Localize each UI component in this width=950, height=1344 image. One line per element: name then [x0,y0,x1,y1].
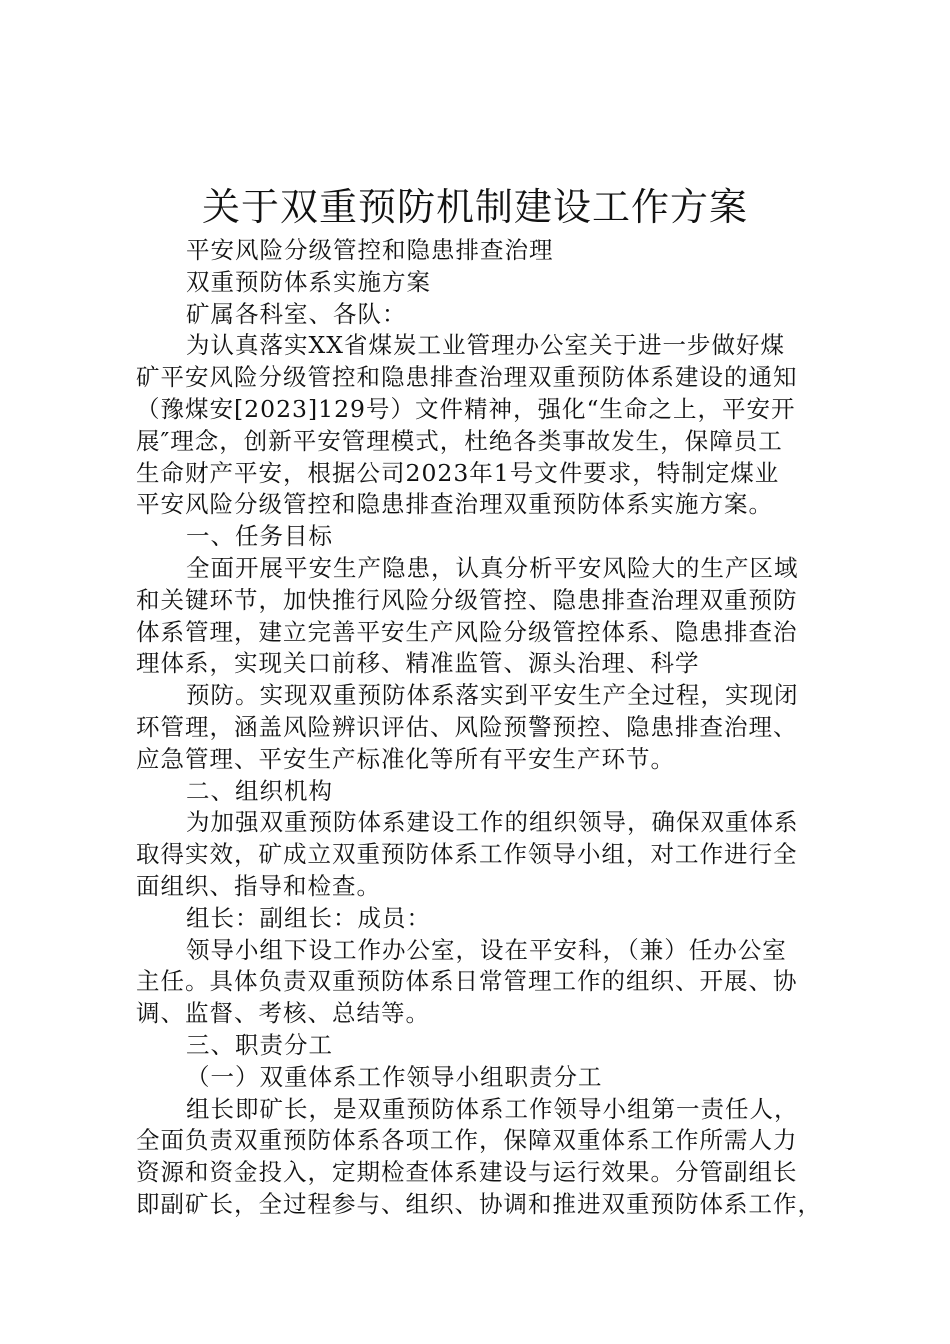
text-line: 双重预防体系实施方案 [186,267,431,296]
text-line: 资源和资金投入，定期检查体系建设与运行效果。分管副组长 [136,1158,798,1187]
text-line: 组长：副组长：成员： [186,903,431,932]
text-line: 理体系，实现关口前移、精准监管、源头治理、科学 [136,649,700,678]
text-line: 领导小组下设工作办公室，设在平安科，（兼）任办公室 [186,935,787,964]
text-line: 主任。具体负责双重预防体系日常管理工作的组织、开展、协 [136,967,798,996]
text-line: 为认真落实XX省煤炭工业管理办公室关于进一步做好煤 [186,331,785,360]
text-line: 即副矿长，全过程参与、组织、协调和推进双重预防体系工作， [136,1189,822,1218]
document-body [136,235,826,1221]
text-line: 组长即矿长，是双重预防体系工作领导小组第一责任人， [186,1094,799,1123]
text-line: 全面负责双重预防体系各项工作，保障双重体系工作所需人力 [136,1126,798,1155]
text-line: （豫煤安[2023]129号）文件精神，强化“生命之上，平安开 [136,394,796,423]
text-line: 和关键环节，加快推行风险分级管控、隐患排查治理双重预防 [136,585,798,614]
text-line: 为加强双重预防体系建设工作的组织领导，确保双重体系 [186,808,799,837]
text-line: 应急管理、平安生产标准化等所有平安生产环节。 [136,744,675,773]
text-line: 生命财产平安，根据公司2023年1号文件要求，特制定煤业 [136,458,780,487]
text-line: 调、监督、考核、总结等。 [136,999,430,1028]
text-line: 平安风险分级管控和隐患排查治理双重预防体系实施方案。 [136,490,773,519]
text-line: （一）双重体系工作领导小组职责分工 [186,1062,603,1091]
document-title: 关于双重预防机制建设工作方案 [201,185,748,229]
text-line: 二、组织机构 [186,776,333,805]
text-line: 预防。实现双重预防体系落实到平安生产全过程，实现闭 [186,681,799,710]
text-line: 体系管理，建立完善平安生产风险分级管控体系、隐患排查治 [136,617,798,646]
text-line: 环管理，涵盖风险辨识评估、风险预警预控、隐患排查治理、 [136,712,798,741]
text-line: 展″理念，创新平安管理模式，杜绝各类事故发生，保障员工 [136,426,783,455]
text-line: 一、任务目标 [186,522,333,551]
text-line: 面组织、指导和检查。 [136,871,381,900]
text-line: 矿平安风险分级管控和隐患排查治理双重预防体系建设的通知 [136,363,798,392]
text-line: 三、职责分工 [186,1030,333,1059]
text-line: 矿属各科室、各队： [186,299,407,328]
text-line: 平安风险分级管控和隐患排查治理 [186,236,554,264]
text-line: 取得实效，矿成立双重预防体系工作领导小组，对工作进行全 [136,840,798,869]
text-line: 全面开展平安生产隐患，认真分析平安风险大的生产区域 [186,553,799,582]
